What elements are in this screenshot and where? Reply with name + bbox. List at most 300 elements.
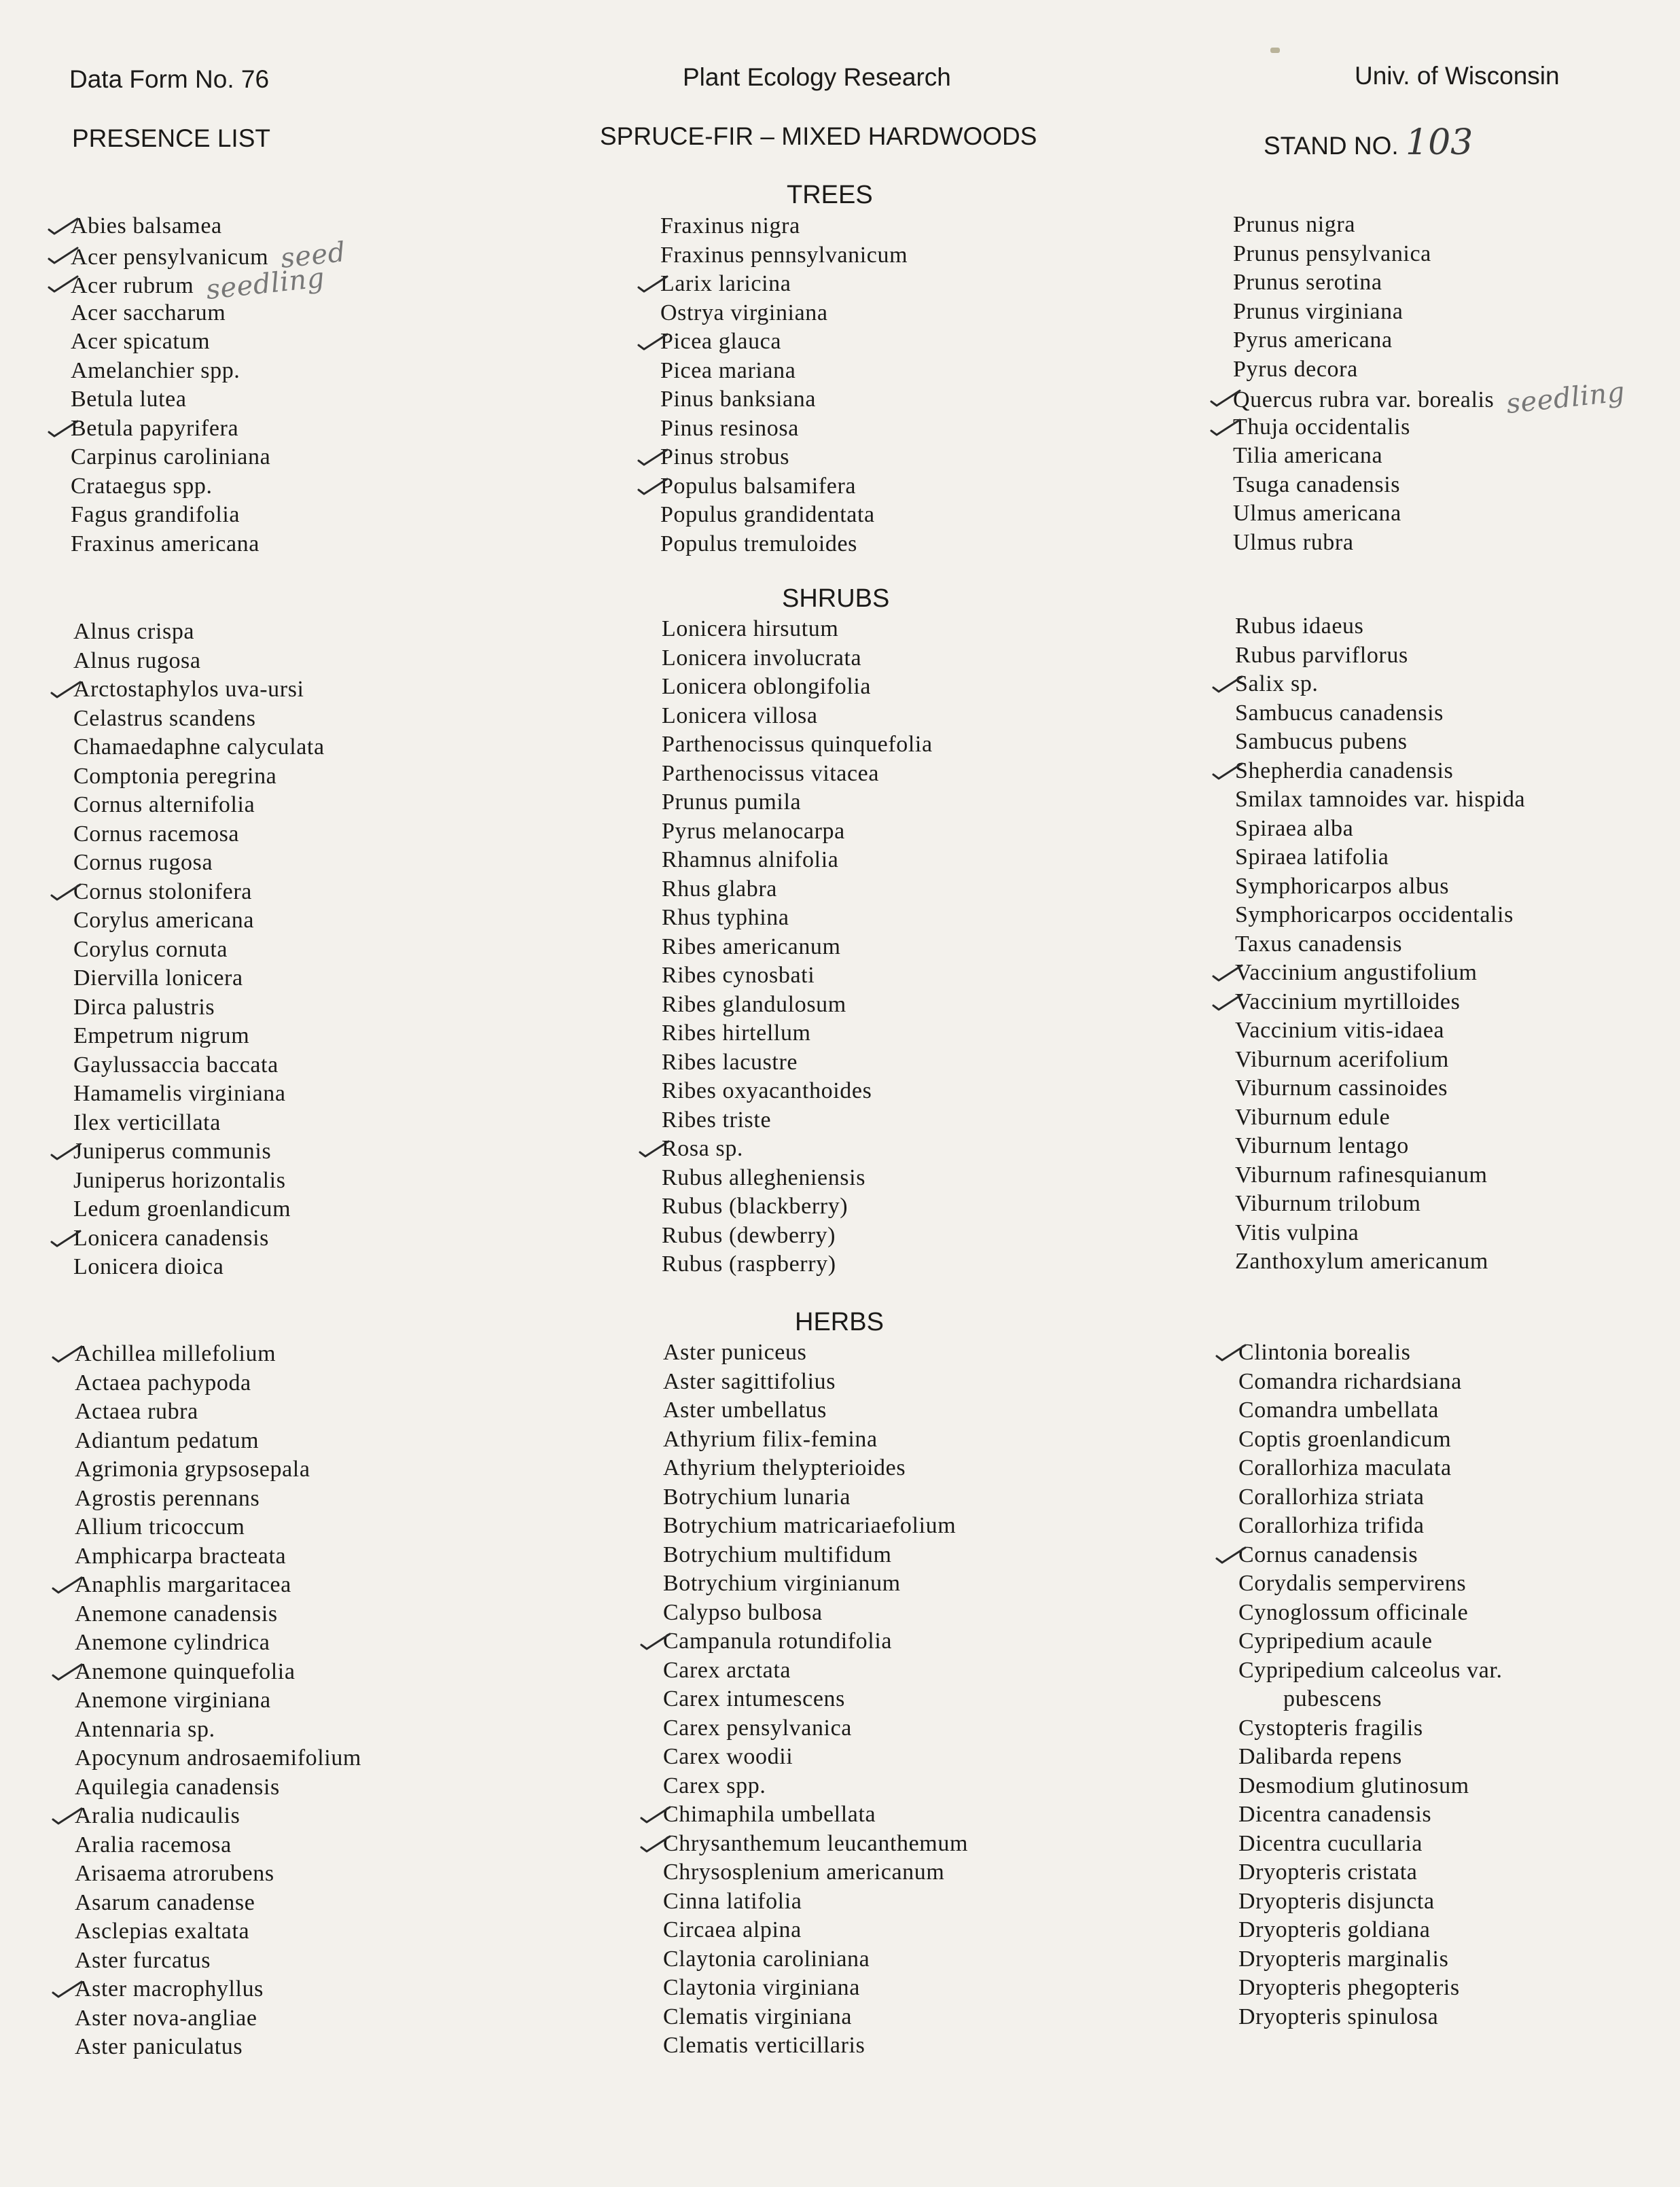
check-mark-icon <box>636 446 671 469</box>
species-name: Celastrus scandens <box>73 705 256 731</box>
species-name: Lonicera oblongifolia <box>662 674 872 699</box>
species-row <box>662 933 933 962</box>
species-row <box>660 414 908 444</box>
species-row <box>663 1974 968 2003</box>
species-name: Juniperus horizontalis <box>73 1167 286 1193</box>
species-name: Clematis verticillaris <box>663 2033 865 2058</box>
species-name: Pinus banksiana <box>660 387 817 412</box>
species-row <box>75 1917 361 1946</box>
species-row <box>663 1599 968 1628</box>
section-title-shrubs: SHRUBS <box>782 584 890 613</box>
species-name: Prunus nigra <box>1233 212 1356 237</box>
species-name: Corylus americana <box>73 908 255 933</box>
check-mark-icon <box>50 1343 86 1366</box>
check-mark-icon <box>1209 416 1244 439</box>
species-row <box>663 1425 968 1455</box>
species-row <box>663 1541 968 1570</box>
species-name: Ilex verticillata <box>73 1109 221 1135</box>
species-row <box>75 1542 361 1571</box>
shrubs-column-2 <box>662 615 933 1279</box>
species-name: Corylus cornuta <box>73 936 228 962</box>
species-name: Botrychium multifidum <box>663 1542 892 1567</box>
species-name: Agrostis perennans <box>75 1485 260 1511</box>
species-row <box>1235 843 1525 872</box>
species-row <box>1238 1685 1503 1714</box>
species-name: Cornus rugosa <box>73 850 213 875</box>
species-row <box>660 270 908 299</box>
check-mark-icon <box>46 215 82 238</box>
species-row <box>1235 1190 1525 1219</box>
species-row <box>1233 355 1626 385</box>
species-row <box>663 1483 968 1512</box>
species-row <box>73 1080 325 1109</box>
species-row <box>1233 442 1626 471</box>
species-name: Sambucus pubens <box>1235 729 1408 754</box>
species-name: Dryopteris spinulosa <box>1238 2004 1439 2029</box>
species-name: Dirca palustris <box>73 994 215 1020</box>
species-row <box>73 1109 325 1138</box>
species-row <box>73 936 325 965</box>
species-name: Botrychium virginianum <box>663 1571 901 1596</box>
check-mark-icon <box>50 1573 86 1597</box>
species-name: Anaphlis margaritacea <box>75 1572 291 1597</box>
species-name: Lonicera involucrata <box>662 645 862 671</box>
species-row <box>1233 376 1627 421</box>
species-row <box>662 846 933 875</box>
check-mark-icon <box>46 417 82 440</box>
species-name: Adiantum pedatum <box>75 1427 260 1453</box>
species-name: Larix laricina <box>660 271 791 296</box>
species-name: Antennaria sp. <box>75 1716 215 1742</box>
species-row <box>662 615 933 644</box>
species-name: Carex intumescens <box>663 1686 845 1711</box>
species-row <box>1238 1599 1503 1628</box>
check-mark-icon <box>49 881 84 904</box>
species-row <box>1238 1569 1503 1599</box>
species-name: Aquilegia canadensis <box>75 1774 280 1800</box>
species-row <box>662 1019 933 1048</box>
species-name: Acer pensylvanicum <box>71 244 269 270</box>
species-name: Carex spp. <box>663 1773 766 1798</box>
species-row <box>1238 1541 1503 1570</box>
species-row <box>1233 298 1626 327</box>
species-row <box>1238 2003 1503 2032</box>
check-mark-icon <box>1214 1544 1249 1567</box>
species-name: Pyrus melanocarpa <box>662 818 845 844</box>
species-name: Campanula rotundifolia <box>663 1629 893 1654</box>
species-row <box>663 1512 968 1541</box>
species-row <box>75 1600 361 1629</box>
species-name: Circaea alpina <box>663 1917 802 1942</box>
check-mark-icon <box>50 1978 86 2001</box>
species-row <box>75 1802 361 1831</box>
species-row <box>1235 699 1525 728</box>
check-mark-icon <box>639 1803 674 1826</box>
species-name: Corallorhiza maculata <box>1238 1455 1452 1480</box>
stand-label <box>1264 122 1473 163</box>
species-name: Cinna latifolia <box>663 1888 802 1914</box>
species-name: Viburnum cassinoides <box>1235 1075 1448 1101</box>
species-name: Fagus grandifolia <box>71 502 240 527</box>
species-row <box>75 1340 361 1369</box>
species-row <box>1238 1772 1503 1801</box>
species-row <box>660 443 908 472</box>
species-name: Fraxinus nigra <box>660 213 800 238</box>
species-row <box>1233 268 1626 298</box>
species-name: Dryopteris goldiana <box>1238 1917 1431 1942</box>
species-name: Arctostaphylos uva-ursi <box>73 677 304 702</box>
check-mark-icon <box>636 475 671 498</box>
species-name: Ribes lacustre <box>662 1049 798 1075</box>
species-row <box>73 964 325 993</box>
species-name: Allium tricoccum <box>75 1514 245 1540</box>
species-row <box>73 618 325 647</box>
species-name: Acer saccharum <box>71 300 226 325</box>
species-row <box>1233 211 1626 240</box>
species-name: Chrysosplenium americanum <box>663 1860 945 1885</box>
species-row <box>663 1338 968 1368</box>
species-row <box>1238 1887 1503 1917</box>
check-mark-icon <box>1211 961 1246 984</box>
species-row <box>73 791 325 820</box>
species-row <box>73 1167 325 1196</box>
species-row <box>662 1192 933 1222</box>
species-name: Ribes oxyacanthoides <box>662 1078 872 1103</box>
species-name: Claytonia virginiana <box>663 1975 860 2000</box>
species-name: Shepherdia canadensis <box>1235 758 1454 783</box>
species-name: Thuja occidentalis <box>1233 414 1410 440</box>
species-row <box>1235 757 1525 786</box>
species-row <box>1235 1132 1525 1161</box>
species-name: Aster macrophyllus <box>75 1976 264 2002</box>
species-row <box>663 2031 968 2061</box>
check-mark-icon <box>50 1660 86 1684</box>
species-name: Ribes triste <box>662 1107 772 1133</box>
species-name: Dicentra canadensis <box>1238 1802 1432 1827</box>
species-row <box>1238 1627 1503 1656</box>
species-row <box>662 673 933 702</box>
species-row <box>75 1773 361 1802</box>
species-name: Smilax tamnoides var. hispida <box>1235 787 1526 812</box>
species-row <box>1235 1103 1525 1133</box>
species-name: Corydalis sempervirens <box>1238 1571 1467 1596</box>
species-row <box>1235 988 1525 1017</box>
species-row <box>1235 728 1525 757</box>
form-number: Data Form No. 76 <box>69 65 270 93</box>
species-row <box>71 299 346 328</box>
species-row <box>71 262 346 306</box>
species-row <box>1233 471 1626 500</box>
species-row <box>73 1224 325 1253</box>
species-row <box>660 385 908 414</box>
species-name: Diervilla lonicera <box>73 965 243 991</box>
species-row <box>75 1658 361 1687</box>
species-row <box>73 1253 325 1282</box>
species-row <box>1235 1074 1525 1103</box>
species-name: pubescens <box>1283 1686 1382 1711</box>
species-name: Dryopteris cristata <box>1238 1860 1418 1885</box>
trees-column-2 <box>660 212 908 558</box>
species-row <box>75 1455 361 1484</box>
species-name: Clintonia borealis <box>1238 1340 1411 1365</box>
species-name: Apocynum androsaemifolium <box>75 1745 361 1771</box>
species-name: Parthenocissus quinquefolia <box>662 732 933 757</box>
species-name: Quercus rubra var. borealis <box>1233 387 1495 412</box>
check-mark-icon <box>46 244 82 267</box>
species-name: Rhus glabra <box>662 876 777 902</box>
species-name: Amelanchier spp. <box>71 357 240 383</box>
species-name: Rubus (blackberry) <box>662 1194 848 1219</box>
species-row <box>663 1916 968 1945</box>
species-name: Sambucus canadensis <box>1235 700 1444 726</box>
species-name: Acer spicatum <box>71 329 211 354</box>
species-name: Actaea pachypoda <box>75 1370 251 1395</box>
species-name: Comptonia peregrina <box>73 763 277 789</box>
species-name: Achillea millefolium <box>75 1341 276 1366</box>
species-name: Vaccinium angustifolium <box>1235 960 1478 985</box>
handwritten-note: seed <box>279 236 348 274</box>
species-name: Ribes cynosbati <box>662 963 815 988</box>
species-name: Prunus serotina <box>1233 270 1382 295</box>
species-row <box>73 993 325 1023</box>
species-row <box>71 443 346 472</box>
species-name: Coptis groenlandicum <box>1238 1426 1452 1452</box>
species-name: Viburnum trilobum <box>1235 1191 1421 1216</box>
species-name: Tilia americana <box>1233 443 1383 468</box>
species-row <box>1235 901 1525 930</box>
species-name: Botrychium lunaria <box>663 1484 851 1510</box>
species-row <box>1235 1016 1525 1046</box>
species-row <box>1235 785 1525 815</box>
species-name: Dryopteris marginalis <box>1238 1946 1449 1972</box>
species-name: Rhus typhina <box>662 905 789 930</box>
species-name: Actaea rubra <box>75 1399 198 1424</box>
species-name: Corallorhiza trifida <box>1238 1513 1425 1538</box>
species-row <box>75 1398 361 1427</box>
species-row <box>1238 1714 1503 1743</box>
species-name: Aster nova-angliae <box>75 2005 257 2031</box>
species-name: Symphoricarpos occidentalis <box>1235 902 1514 927</box>
species-row <box>663 1454 968 1483</box>
species-name: Parthenocissus vitacea <box>662 760 880 786</box>
species-row <box>73 647 325 676</box>
shrubs-column-3 <box>1235 612 1525 1277</box>
species-row <box>662 702 933 731</box>
species-name: Amphicarpa bracteata <box>75 1543 287 1569</box>
species-row <box>71 530 346 559</box>
species-name: Ostrya virginiana <box>660 300 828 325</box>
species-name: Rubus parviflorus <box>1235 642 1408 668</box>
species-row <box>75 2033 361 2062</box>
species-row <box>662 760 933 789</box>
species-row <box>73 1051 325 1080</box>
species-name: Lonicera villosa <box>662 703 818 728</box>
check-mark-icon <box>639 1832 674 1855</box>
check-mark-icon <box>1211 673 1246 696</box>
species-name: Spiraea alba <box>1235 815 1354 841</box>
species-name: Betula papyrifera <box>71 415 239 441</box>
species-name: Viburnum edule <box>1235 1104 1391 1130</box>
species-row <box>1235 1046 1525 1075</box>
species-name: Alnus rugosa <box>73 647 201 673</box>
species-name: Cynoglossum officinale <box>1238 1599 1469 1625</box>
species-row <box>1233 326 1626 355</box>
list-title: PRESENCE LIST <box>72 124 270 152</box>
species-name: Clematis virginiana <box>663 2004 853 2029</box>
check-mark-icon <box>49 1140 84 1163</box>
herbs-column-2 <box>663 1338 968 2061</box>
check-mark-icon <box>1211 760 1246 783</box>
species-name: Aster furcatus <box>75 1947 211 1973</box>
species-name: Gaylussaccia baccata <box>73 1052 279 1078</box>
species-row <box>1238 1454 1503 1483</box>
species-row <box>73 878 325 907</box>
check-mark-icon <box>1211 991 1246 1014</box>
species-name: Prunus virginiana <box>1233 298 1404 324</box>
species-row <box>1238 1338 1503 1368</box>
species-row <box>1238 1743 1503 1772</box>
paper-mark <box>1270 48 1280 53</box>
check-mark-icon <box>637 1137 673 1160</box>
stand-label-text: STAND NO. <box>1264 132 1399 160</box>
species-row <box>662 904 933 933</box>
species-name: Aster umbellatus <box>663 1398 827 1423</box>
species-name: Alnus crispa <box>73 619 195 644</box>
species-row <box>1238 1916 1503 1945</box>
species-name: Prunus pensylvanica <box>1233 241 1431 266</box>
species-name: Aralia racemosa <box>75 1832 232 1857</box>
herbs-column-3 <box>1238 1338 1503 2031</box>
species-name: Agrimonia grypsosepala <box>75 1457 310 1482</box>
species-row <box>1238 1858 1503 1887</box>
herbs-column-1 <box>75 1340 361 2062</box>
species-row <box>663 1858 968 1887</box>
species-name: Aralia nudicaulis <box>75 1803 240 1828</box>
check-mark-icon <box>46 272 82 296</box>
species-name: Comandra richardsiana <box>1238 1368 1462 1394</box>
species-row <box>663 1656 968 1686</box>
species-row <box>1238 1974 1503 2003</box>
species-name: Lonicera canadensis <box>73 1225 269 1251</box>
handwritten-note: seedling <box>1505 376 1627 421</box>
species-row <box>1235 670 1525 699</box>
species-row <box>662 961 933 991</box>
species-name: Corallorhiza striata <box>1238 1484 1425 1510</box>
species-row <box>73 1022 325 1051</box>
species-row <box>75 1484 361 1514</box>
species-name: Cornus racemosa <box>73 821 240 847</box>
species-name: Cornus canadensis <box>1238 1542 1418 1567</box>
species-name: Abies balsamea <box>71 213 222 238</box>
species-row <box>1235 641 1525 671</box>
species-row <box>660 241 908 270</box>
species-row <box>71 357 346 386</box>
species-row <box>75 2004 361 2033</box>
species-row <box>73 1137 325 1167</box>
species-row <box>71 385 346 414</box>
species-name: Arisaema atrorubens <box>75 1861 274 1886</box>
species-name: Chrysanthemum leucanthemum <box>663 1830 969 1856</box>
community-title: SPRUCE-FIR – MIXED HARDWOODS <box>600 122 1037 150</box>
species-name: Asarum canadense <box>75 1889 255 1915</box>
species-name: Pinus resinosa <box>660 415 799 441</box>
species-name: Populus tremuloides <box>660 531 858 556</box>
species-row <box>71 327 346 357</box>
species-name: Rhamnus alnifolia <box>662 847 839 872</box>
species-name: Lonicera dioica <box>73 1254 224 1279</box>
species-name: Populus grandidentata <box>660 502 875 527</box>
species-row <box>75 1831 361 1860</box>
species-row <box>71 414 346 444</box>
check-mark-icon <box>636 272 671 296</box>
stand-number-handwritten: 103 <box>1406 122 1473 163</box>
species-row <box>73 849 325 878</box>
species-row <box>73 762 325 792</box>
species-row <box>1235 959 1525 988</box>
species-row <box>1233 499 1626 529</box>
handwritten-note: seedling <box>204 262 327 306</box>
species-name: Carex pensylvanica <box>663 1715 852 1741</box>
species-row <box>73 705 325 734</box>
species-row <box>663 1830 968 1859</box>
species-row <box>662 991 933 1020</box>
species-row <box>663 1714 968 1743</box>
species-row <box>1235 1161 1525 1190</box>
species-name: Anemone virginiana <box>75 1688 271 1713</box>
species-name: Chamaedaphne calyculata <box>73 734 325 760</box>
species-name: Aster sagittifolius <box>663 1368 836 1394</box>
university-name: Univ. of Wisconsin <box>1355 62 1560 90</box>
species-row <box>1233 413 1626 442</box>
trees-column-1 <box>71 212 346 558</box>
species-name: Carex arctata <box>663 1657 791 1683</box>
species-name: Carpinus caroliniana <box>71 444 271 469</box>
species-row <box>71 472 346 501</box>
species-name: Zanthoxylum americanum <box>1235 1249 1488 1274</box>
species-row <box>663 1685 968 1714</box>
species-name: Cypripedium calceolus var. <box>1238 1657 1503 1683</box>
species-name: Claytonia caroliniana <box>663 1946 870 1972</box>
species-row <box>71 501 346 530</box>
species-name: Athyrium thelypterioides <box>663 1455 906 1480</box>
species-name: Rosa sp. <box>662 1136 744 1161</box>
species-name: Rubus (raspberry) <box>662 1251 836 1277</box>
species-row <box>663 2003 968 2032</box>
species-row <box>75 1513 361 1542</box>
species-name: Fraxinus americana <box>71 531 260 556</box>
check-mark-icon <box>639 1630 674 1653</box>
species-row <box>73 675 325 705</box>
species-name: Acer rubrum <box>71 273 194 298</box>
species-row <box>662 788 933 817</box>
species-name: Ribes hirtellum <box>662 1020 811 1046</box>
species-row <box>73 1195 325 1224</box>
species-row <box>660 530 908 559</box>
shrubs-column-1 <box>73 618 325 1282</box>
species-row <box>660 501 908 530</box>
section-title-herbs: HERBS <box>795 1308 884 1336</box>
species-name: Dicentra cucullaria <box>1238 1830 1423 1856</box>
species-name: Juniperus communis <box>73 1139 272 1164</box>
check-mark-icon <box>49 1227 84 1250</box>
species-name: Empetrum nigrum <box>73 1023 250 1048</box>
species-name: Ulmus rubra <box>1233 529 1354 555</box>
species-name: Spiraea latifolia <box>1235 844 1389 870</box>
species-name: Ribes americanum <box>662 934 841 959</box>
species-row <box>663 1800 968 1830</box>
species-row <box>1235 815 1525 844</box>
species-row <box>75 1860 361 1889</box>
